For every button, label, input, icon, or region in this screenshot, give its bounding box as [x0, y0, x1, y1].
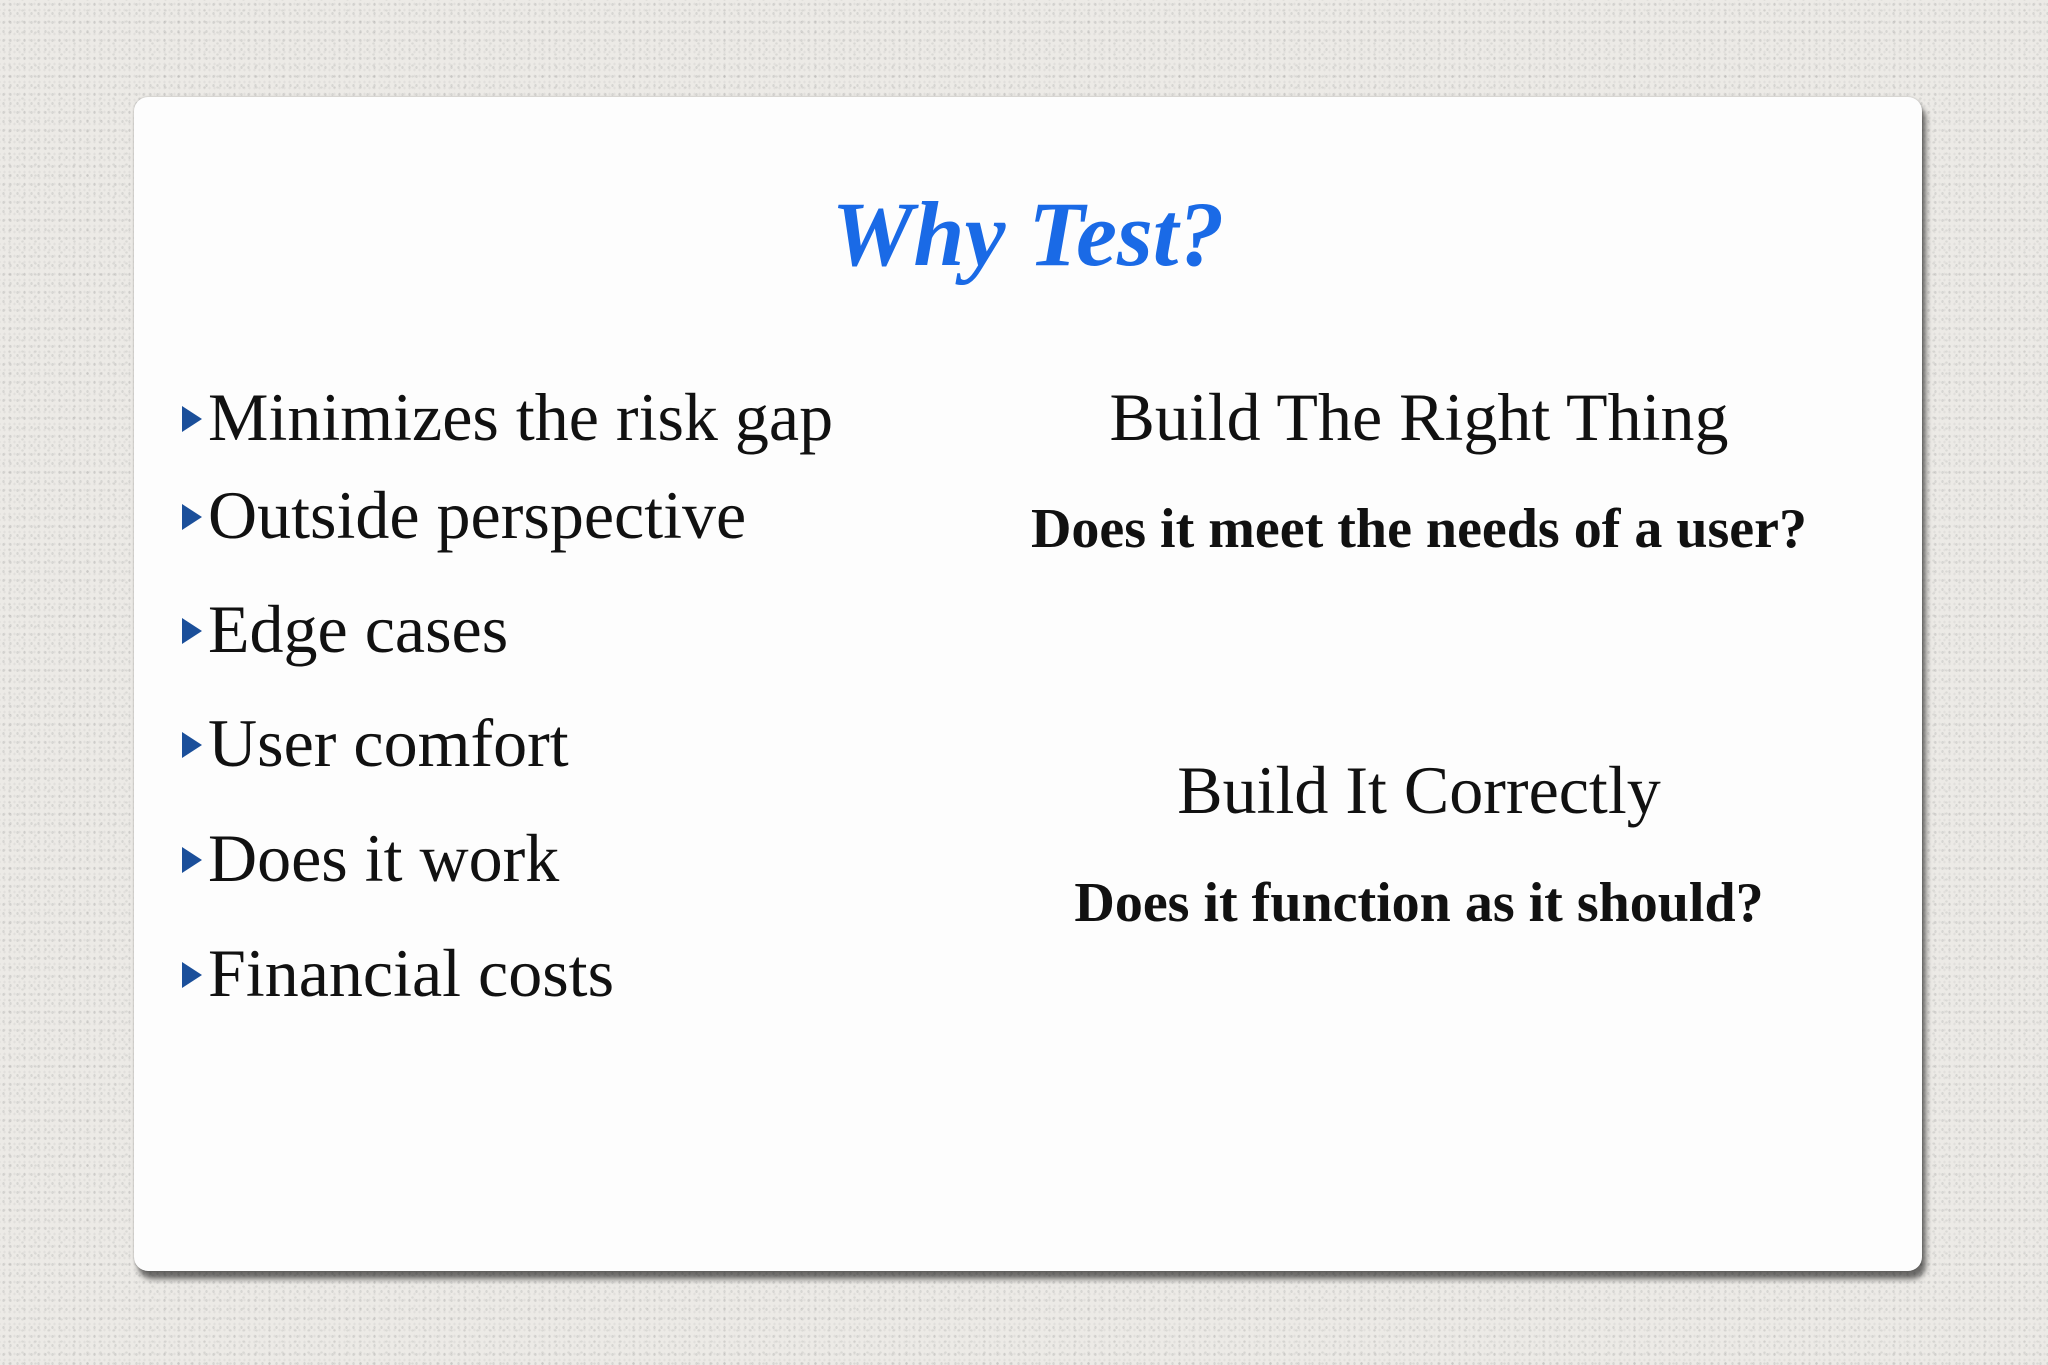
triangle-bullet-icon	[182, 504, 202, 530]
bullet-text: User comfort	[208, 705, 569, 781]
triangle-bullet-icon	[182, 732, 202, 758]
bullet-text: Financial costs	[208, 935, 615, 1011]
triangle-bullet-icon	[182, 962, 202, 988]
triangle-bullet-icon	[182, 406, 202, 432]
triangle-bullet-icon	[182, 847, 202, 873]
bullet-item	[182, 933, 614, 1013]
bullet-text: Outside perspective	[208, 477, 747, 553]
bullet-item	[182, 589, 508, 669]
bullet-text: Does it work	[208, 820, 560, 896]
right-column	[1024, 97, 1814, 1271]
bullet-text: Minimizes the risk gap	[208, 379, 834, 455]
bullet-item	[182, 475, 746, 555]
triangle-bullet-icon	[182, 618, 202, 644]
bullet-list	[182, 97, 1002, 1271]
slide-card	[134, 97, 1922, 1271]
slide-title: Why Test?	[831, 183, 1225, 285]
heading-build-correctly: Build It Correctly	[1177, 752, 1661, 828]
bullet-text: Edge cases	[208, 591, 509, 667]
bullet-item	[182, 377, 833, 457]
heading-build-right-thing: Build The Right Thing	[1109, 379, 1729, 455]
bullet-item	[182, 818, 559, 898]
bullet-item	[182, 703, 569, 783]
question-meet-needs: Does it meet the needs of a user?	[1030, 498, 1808, 560]
question-function: Does it function as it should?	[1074, 872, 1764, 934]
